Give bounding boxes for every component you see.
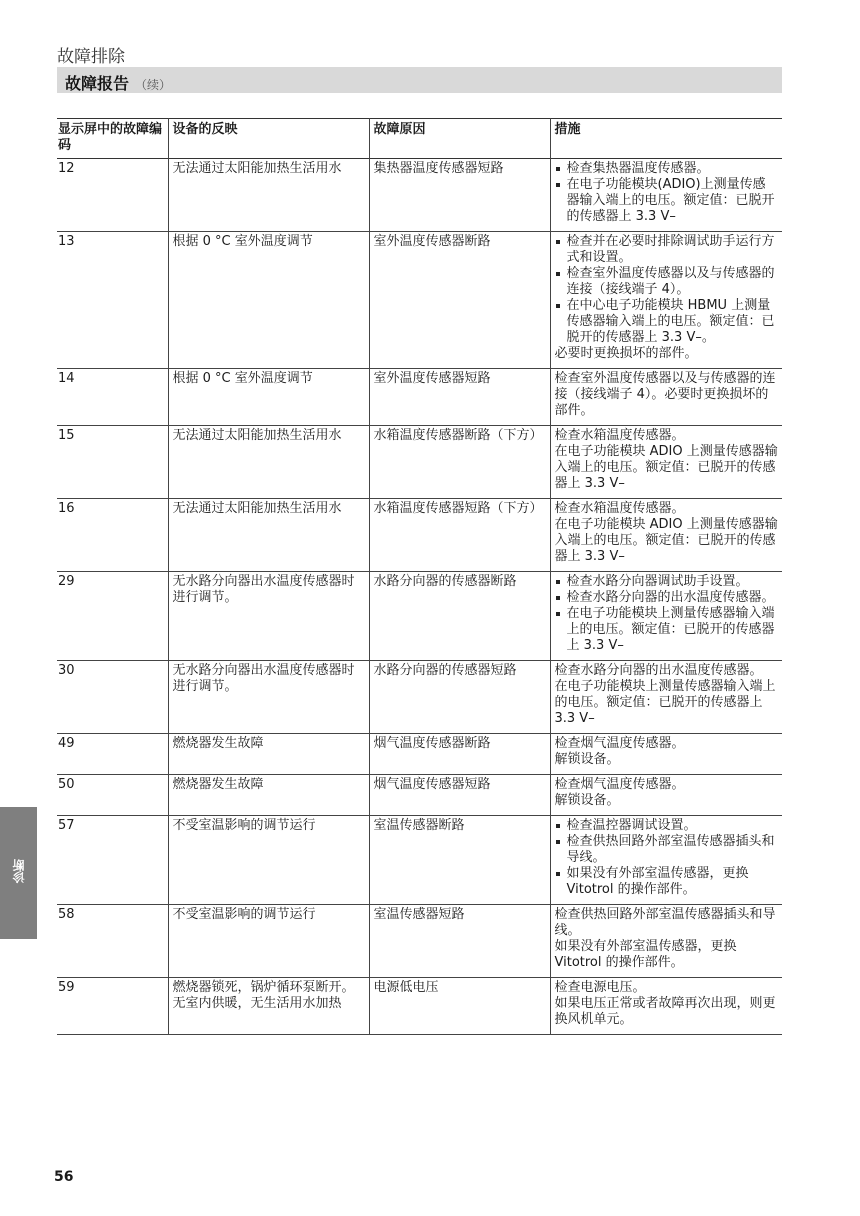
reaction-cell: 燃烧器发生故障 [168,775,369,816]
fault-table-body [57,159,782,1035]
reaction-cell: 无法通过太阳能加热生活用水 [168,426,369,499]
column-header-code: 显示屏中的故障编码 [58,122,163,153]
table-row [57,159,782,232]
cause-cell: 室外温度传感器短路 [369,369,550,426]
table-row [57,978,782,1035]
fault-code-cell: 29 [58,574,75,589]
reaction-cell: 无法通过太阳能加热生活用水 [168,159,369,232]
table-row [57,816,782,905]
reaction-cell: 无法通过太阳能加热生活用水 [168,499,369,572]
measure-list [555,161,779,225]
table-header-row [57,119,782,159]
measure-text: 检查供热回路外部室温传感器插头和导线。 [554,907,776,938]
cause-cell: 水箱温度传感器短路（下方） [369,499,550,572]
measures-cell [550,978,782,1035]
cause-cell: 电源低电压 [369,978,550,1035]
fault-code-cell: 13 [58,234,75,249]
side-tab-diagnosis [0,807,37,939]
page-title [65,71,171,94]
measures-cell [550,816,782,905]
measure-text: 检查水箱温度传感器。 [554,501,685,516]
measure-bullet-item: 检查温控器调试设置。 [555,818,779,834]
cause-cell: 室外温度传感器断路 [369,232,550,369]
cause-cell: 水路分向器的传感器短路 [369,661,550,734]
page-title-text: 故障报告 [65,74,130,93]
table-row [57,775,782,816]
measure-text: 检查水箱温度传感器。 [554,428,685,443]
measure-text: 解锁设备。 [554,752,620,767]
reaction-cell: 不受室温影响的调节运行 [168,905,369,978]
measure-bullet-item: 在中心电子功能模块 HBMU 上测量传感器输入端上的电压。额定值：已脱开的传感器上 3.3 V–。 [555,298,779,346]
section-title: 故障排除 [57,47,125,67]
reaction-cell: 燃烧器锁死，锅炉循环泵断开。无室内供暖，无生活用水加热 [168,978,369,1035]
measures-cell [550,426,782,499]
table-row [57,661,782,734]
measure-bullet-item: 检查并在必要时排除调试助手运行方式和设置。 [555,234,779,266]
fault-table [57,118,782,1035]
reaction-cell: 无水路分向器出水温度传感器时进行调节。 [168,661,369,734]
column-header-cause: 故障原因 [369,119,550,159]
cause-cell: 水箱温度传感器断路（下方） [369,426,550,499]
reaction-cell: 无水路分向器出水温度传感器时进行调节。 [168,572,369,661]
measures-cell [550,369,782,426]
column-header-measures: 措施 [550,119,782,159]
measures-cell [550,572,782,661]
measure-list [555,234,779,346]
cause-cell: 烟气温度传感器断路 [369,734,550,775]
column-header-reaction: 设备的反映 [168,119,369,159]
measures-cell [550,661,782,734]
measure-text: 如果没有外部室温传感器，更换 Vitotrol 的操作部件。 [554,939,737,970]
measure-list [555,574,779,654]
title-band [57,67,782,93]
measure-text: 检查室外温度传感器以及与传感器的连接（接线端子 4）。必要时更换损坏的部件。 [554,371,776,418]
measure-text: 在电子功能模块 ADIO 上测量传感器输入端上的电压。额定值：已脱开的传感器上 3.3 V– [554,517,778,564]
reaction-cell: 不受室温影响的调节运行 [168,816,369,905]
page-number: 56 [54,1169,74,1185]
cause-cell: 集热器温度传感器短路 [369,159,550,232]
measure-bullet-item: 检查集热器温度传感器。 [555,161,779,177]
cause-cell: 烟气温度传感器短路 [369,775,550,816]
measure-text: 在电子功能模块 ADIO 上测量传感器输入端上的电压。额定值：已脱开的传感器上 3.3 V– [554,444,778,491]
measure-list [555,818,779,898]
table-row [57,232,782,369]
measure-text: 解锁设备。 [554,793,620,808]
measures-cell [550,499,782,572]
cause-cell: 水路分向器的传感器断路 [369,572,550,661]
fault-code-cell: 30 [58,663,75,678]
measure-bullet-item: 检查水路分向器的出水温度传感器。 [555,590,779,606]
reaction-cell: 根据 0 °C 室外温度调节 [168,232,369,369]
measures-cell [550,232,782,369]
fault-code-cell: 16 [58,501,75,516]
fault-code-cell: 57 [58,818,75,833]
measure-text: 检查烟气温度传感器。 [554,777,685,792]
measure-text: 在电子功能模块上测量传感器输入端上的电压。额定值：已脱开的传感器上 3.3 V– [554,679,776,726]
measure-text: 检查烟气温度传感器。 [554,736,685,751]
measures-cell [550,734,782,775]
measure-bullet-item: 在电子功能模块上测量传感器输入端上的电压。额定值：已脱开的传感器上 3.3 V– [555,606,779,654]
measure-text: 如果电压正常或者故障再次出现，则更换风机单元。 [554,996,776,1027]
cause-cell: 室温传感器断路 [369,816,550,905]
measure-bullet-item: 在电子功能模块(ADIO)上测量传感器输入端上的电压。额定值：已脱开的传感器上 3.3 V– [555,177,779,225]
fault-code-cell: 59 [58,980,75,995]
fault-code-cell: 12 [58,161,75,176]
table-row [57,905,782,978]
measure-text: 必要时更换损坏的部件。 [554,346,698,361]
measures-cell [550,905,782,978]
measure-bullet-item: 检查水路分向器调试助手设置。 [555,574,779,590]
table-row [57,572,782,661]
fault-code-cell: 58 [58,907,75,922]
table-row [57,426,782,499]
page-title-subtitle: （续） [135,78,172,92]
table-row [57,499,782,572]
measures-cell [550,775,782,816]
side-tab-label: 诊断 [12,859,26,883]
measure-bullet-item: 检查供热回路外部室温传感器插头和导线。 [555,834,779,866]
fault-code-cell: 15 [58,428,75,443]
fault-code-cell: 50 [58,777,75,792]
measure-bullet-item: 如果没有外部室温传感器，更换 Vitotrol 的操作部件。 [555,866,779,898]
cause-cell: 室温传感器短路 [369,905,550,978]
measure-text: 检查水路分向器的出水温度传感器。 [554,663,763,678]
measures-cell [550,159,782,232]
table-row [57,734,782,775]
reaction-cell: 根据 0 °C 室外温度调节 [168,369,369,426]
measure-bullet-item: 检查室外温度传感器以及与传感器的连接（接线端子 4）。 [555,266,779,298]
measure-text: 检查电源电压。 [554,980,646,995]
reaction-cell: 燃烧器发生故障 [168,734,369,775]
fault-code-cell: 14 [58,371,75,386]
table-row [57,369,782,426]
fault-code-cell: 49 [58,736,75,751]
